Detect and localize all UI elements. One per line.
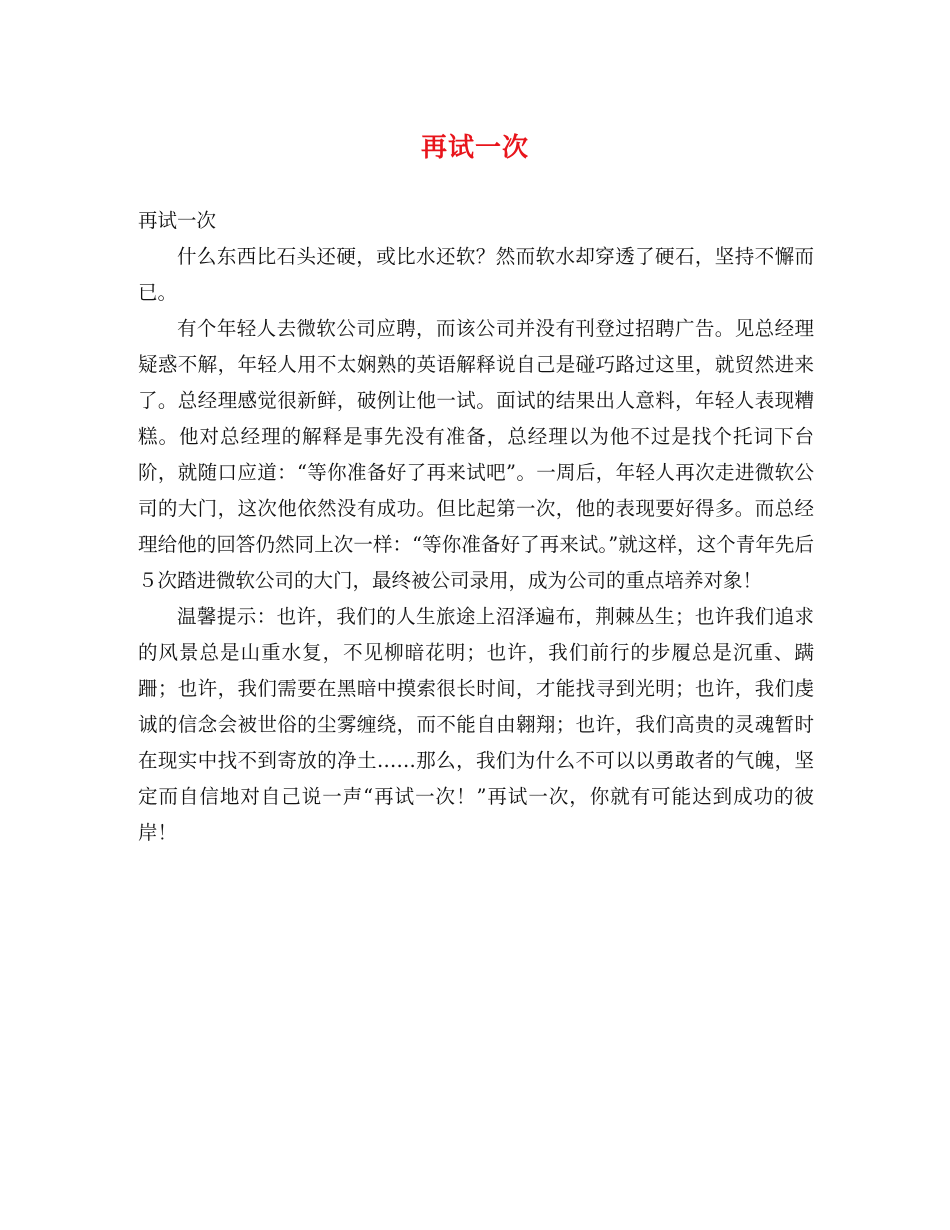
paragraph-tip: 温馨提示：也许，我们的人生旅途上沼泽遍布，荆棘丛生；也许我们追求的风景总是山重水复，不见柳暗花明；也许，我们前行的步履总是沉重、蹒跚；也许，我们需要在黑暗中摸索很长时间，才能找寻到光明；也许，我们虔诚的信念会被世俗的尘雾缠绕，而不能自由翱翔；也许，我们高贵的灵魂暂时在现实中找不到寄放的净土……那么，我们为什么不可以以勇敢者的气魄，坚定而自信地对自己说一声“再试一次！”再试一次，你就有可能达到成功的彼岸！ [138,605,814,844]
article-heading: 再试一次 [138,209,217,232]
article-body [138,203,814,851]
page-title: 再试一次 [420,133,529,163]
paragraph-story: 有个年轻人去微软公司应聘，而该公司并没有刊登过招聘广告。见总经理疑惑不解，年轻人用不太娴熟的英语解释说自己是碰巧路过这里，就贸然进来了。总经理感觉很新鲜，破例让他一试。面试的结果出人意料，年轻人表现糟糕。他对总经理的解释是事先没有准备，总经理以为他不过是找个托词下台阶，就随口应道：“等你准备好了再来试吧”。一周后，年轻人再次走进微软公司的大门，这次他依然没有成功。但比起第一次，他的表现要好得多。而总经理给他的回答仍然同上次一样：“等你准备好了再来试。”就这样，这个青年先后５次踏进微软公司的大门，最终被公司录用，成为公司的重点培养对象！ [138,317,814,592]
paragraph-intro: 什么东西比石头还硬，或比水还软？然而软水却穿透了硬石，坚持不懈而已。 [138,245,814,304]
